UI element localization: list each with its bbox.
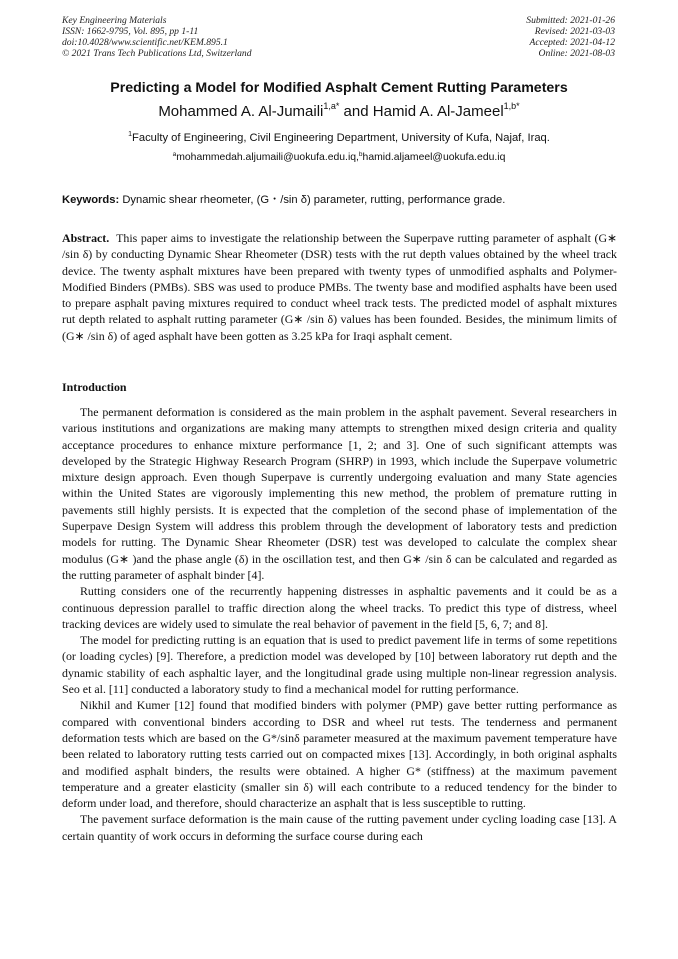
introduction-body [62,404,617,844]
online-date: Online: 2021-08-03 [538,48,615,59]
email-superscript: a [172,151,177,158]
copyright-line: © 2021 Trans Tech Publications Ltd, Switzerland [62,48,252,59]
affiliation [0,132,678,144]
abstract [62,230,617,344]
email-link[interactable]: hamid.aljameel@uokufa.edu.iq [362,152,506,163]
affiliation-superscript: 1 [128,131,133,138]
email-superscript: b [358,151,363,158]
keywords [62,191,617,207]
accepted-date: Accepted: 2021-04-12 [529,37,615,48]
paper-title: Predicting a Model for Modified Asphalt Cement Rutting Parameters [110,80,568,96]
keywords-text: Dynamic shear rheometer, (G・/sin δ) parameter, rutting, performance grade. [122,194,506,206]
author-superscript: 1,b* [503,101,520,111]
paragraph: The model for predicting rutting is an equation that is used to predict pavement life in terms of some repetitions (or loading cycles) [9]. Therefore, a prediction model was developed by [10] between laboratory rut depth and the dynamic stability of each asphaltic layer, and the longitudinal grade using multiple non-linear regression analysis. Seo et al. [11] conducted a laboratory study to find a mechanical model for rutting performance. [62,633,617,697]
author-name: Hamid A. Al-Jameel [372,103,504,120]
revised-date: Revised: 2021-03-03 [534,26,615,37]
journal-name: Key Engineering Materials [62,15,167,26]
abstract-text: This paper aims to investigate the relationship between the Superpave rutting parameter of asphalt (G∗ /sin δ) by conducting Dynamic Shear Rheometer (DSR) tests with the rut depth values obtained by the wheel track device. The twenty asphalt mixtures have been prepared with twenty types of unmodified asphalts and Polymer-Modified Binders (PMBs). SBS was used to produce PMBs. The twenty base and modified asphalts have been used to prepare asphalt paving mixtures required to conduct wheel track tests. The predicted model of asphalt mixtures rut depth related to asphalt rutting parameter (G∗ /sin δ) values has been founded. Besides, the minimum limits of (G∗ /sin δ) of aged asphalt have been gotten as 3.25 kPa for Iraqi asphalt cement. [62,231,618,343]
paragraph: The permanent deformation is considered as the main problem in the asphalt pavement. Several researchers in various institutions and organizations are making many attempts to strengthen mixed design criteria and quality acceptance procedures to enhance mixture performance [1, 2; and 3]. One of such significant attempts was developed by the Strategic Highway Research Program (SHRP) in 1993, which include the Superpave volumetric mixture design approach. Even though Superpave is currently undergoing evaluation and many State agencies within the United States are vigorously implementing this new method, the problem of premature rutting in pavements still highly persists. It is expected that the completion of the second phase of implementation of the Superpave Design System will address this problem through the development of laboratory tests and prediction models for rutting. The Dynamic Shear Rheometer (DSR) test was developed to calculate the complex shear modulus (G∗ )and the phase angle (δ) in the oscillation test, and then G∗ /sin δ can be calculated and regarded as the rutting parameter of asphalt binder [4]. [62,405,617,582]
issn-line: ISSN: 1662-9795, Vol. 895, pp 1-11 [62,26,199,37]
author-name: Mohammed A. Al-Jumaili [158,103,324,120]
author-superscript: 1,a* [323,101,340,111]
journal-info [62,15,252,59]
introduction-heading: Introduction [62,380,127,394]
paragraph: Rutting considers one of the recurrently happening distresses in asphaltic pavements and it could be as a continuous depression parallel to traffic direction along the wheel tracks. To predict this type of distress, wheel tracking devices are widely used to simulate the real behavior of pavement in the field [5, 6, 7; and 8]. [62,584,617,631]
author-conjunction: and [339,103,373,120]
email-link[interactable]: mohammedah.aljumaili@uokufa.edu.iq, [176,152,359,163]
author-emails [0,152,678,163]
paragraph: The pavement surface deformation is the main cause of the rutting pavement under cycling loading case [13]. A certain quantity of work occurs in deforming the surface course during each [62,812,617,843]
author-list [0,103,678,120]
affiliation-text: Faculty of Engineering, Civil Engineering Department, University of Kufa, Najaf, Iraq. [132,132,550,144]
keywords-label: Keywords: [62,194,120,206]
abstract-label: Abstract. [62,231,110,245]
doi-line[interactable]: doi:10.4028/www.scientific.net/KEM.895.1 [62,37,228,48]
submitted-date: Submitted: 2021-01-26 [526,15,615,26]
publication-dates [526,15,615,59]
paragraph: Nikhil and Kumer [12] found that modified binders with polymer (PMP) gave better rutting performance as compared with conventional binders according to DSR and wheel rut tests. The tenderness and permanent deformation tests which are based on the G*/sinδ parameter measured at the maximum pavement temperature have been related to laboratory rutting tests carried out on compacted mixes [13]. Accordingly, in both original asphalts and modified asphalt binders, the results were obtained. A higher G* (stiffness) at the maximum pavement temperature and a greater elasticity (smaller sin δ) will each contribute to a reduced tendency for the binder to deform under load, and therefore, should characterize an asphalt that is less susceptible to rutting. [62,698,617,811]
